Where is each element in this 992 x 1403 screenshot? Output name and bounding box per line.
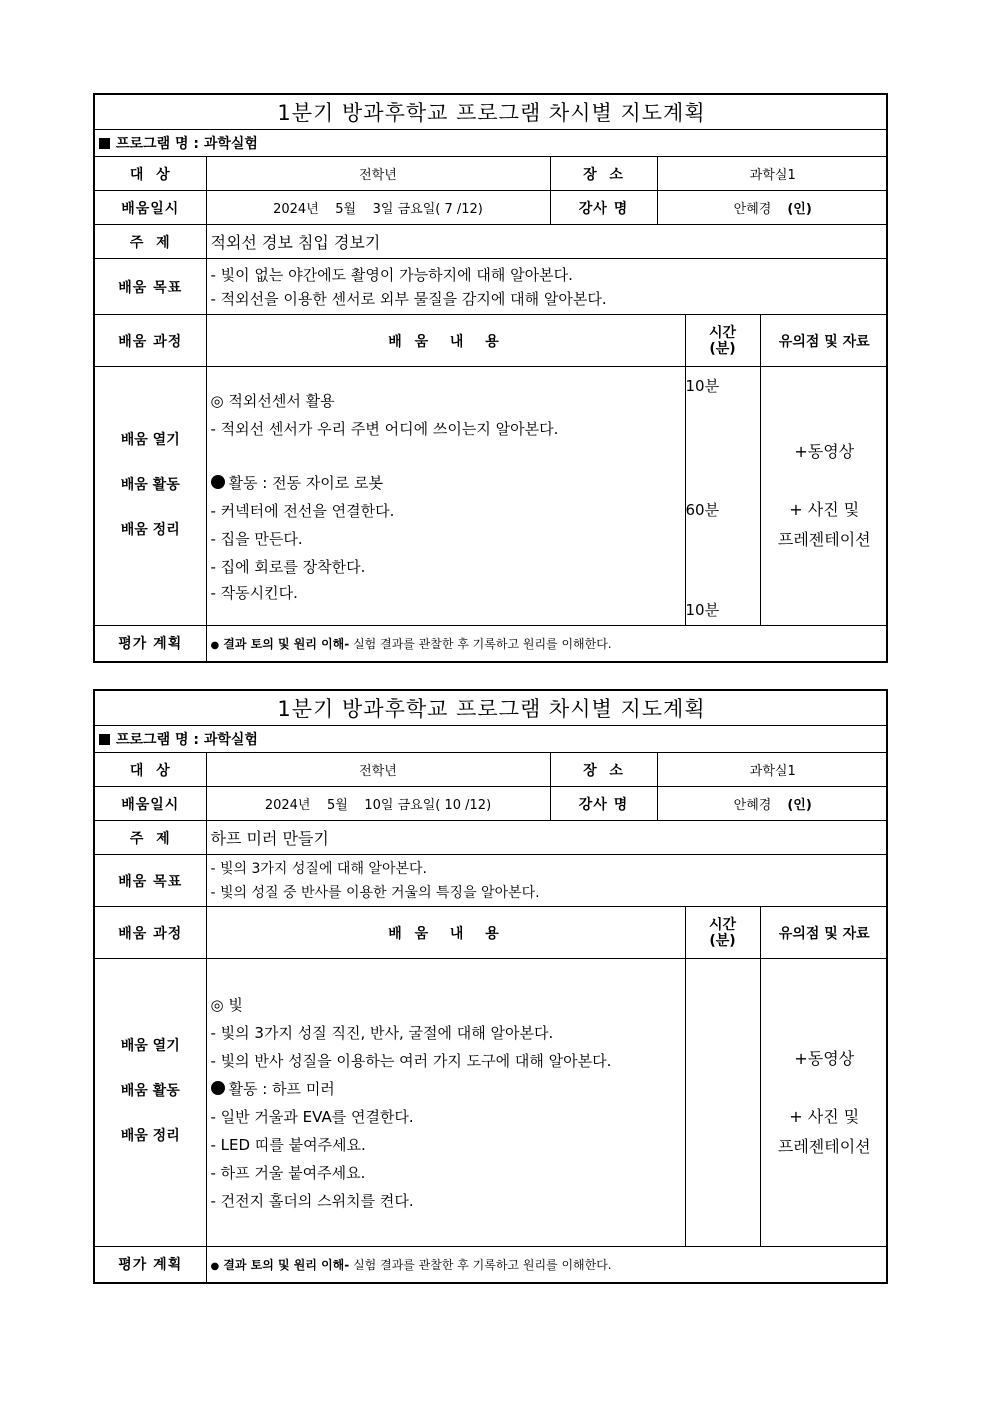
place-value: 과학실1	[657, 157, 888, 191]
content-line: - 하프 거울 붙여주세요.	[210, 1163, 366, 1182]
square-bullet-icon	[99, 734, 110, 745]
time-header-line2: (분)	[709, 340, 736, 357]
time-value: 60분	[685, 501, 720, 519]
activity-heading	[211, 469, 681, 497]
content-line: - 집에 회로를 장착한다.	[210, 558, 366, 576]
eval-label: 평가 계획	[95, 1247, 206, 1282]
date-label: 배움일시	[95, 191, 206, 225]
stage-label: 배움 정리	[120, 521, 180, 538]
material-item: 프레젠테이션	[777, 1136, 871, 1156]
materials-header: 유의점 및 자료	[760, 315, 888, 367]
place-label: 장 소	[550, 753, 657, 787]
materials-header: 유의점 및 자료	[760, 907, 888, 959]
stage-label: 배움 활동	[120, 476, 180, 493]
content-header: 배 움 내 용	[206, 907, 685, 959]
time-header	[685, 315, 760, 367]
teacher-name: 안혜경	[733, 202, 772, 217]
goal-line: - 빛의 성질 중 반사를 이용한 거울의 특징을 알아본다.	[210, 884, 540, 901]
times-cell	[685, 959, 760, 1247]
target-label: 대 상	[95, 753, 206, 787]
goals-cell	[206, 855, 888, 907]
eval-cell	[206, 626, 888, 661]
goal-label: 배움 목표	[95, 855, 206, 907]
content-heading: ◎ 적외선센서 활용	[210, 392, 335, 410]
content-line: - 일반 거울과 EVA를 연결한다.	[210, 1107, 414, 1126]
lesson-plan-2	[93, 689, 888, 1284]
content-line: - LED 띠를 붙여주세요.	[210, 1135, 366, 1154]
eval-text: 실험 결과를 관찰한 후 기록하고 원리를 이해한다.	[349, 636, 612, 651]
place-label: 장 소	[550, 157, 657, 191]
stage-label: 배움 정리	[120, 1128, 180, 1144]
topic-value: 하프 미러 만들기	[206, 821, 888, 855]
plan-title: 1분기 방과후학교 프로그램 차시별 지도계획	[95, 691, 888, 726]
content-header: 배 움 내 용	[206, 315, 685, 367]
content-line: - 건전지 홀더의 스위치를 켠다.	[210, 1191, 414, 1210]
program-name-text: 프로그램 명 : 과학실험	[116, 732, 258, 748]
program-name-text: 프로그램 명 : 과학실험	[116, 136, 258, 152]
material-item: + 사진 및	[789, 1106, 860, 1126]
lesson-plan-1	[93, 93, 888, 663]
time-header-line1: 시간	[708, 916, 737, 933]
stage-label: 배움 열기	[120, 431, 180, 448]
process-label: 배움 과정	[95, 315, 206, 367]
teacher-value	[657, 191, 888, 225]
content-cell	[206, 959, 685, 1247]
program-name	[95, 726, 888, 753]
target-value: 전학년	[206, 753, 550, 787]
topic-label: 주 제	[95, 821, 206, 855]
seal-mark: (인)	[787, 798, 812, 813]
bullet-dot-icon: ●	[210, 639, 220, 651]
activity-heading-text: 활동 : 전동 자이로 로봇	[228, 474, 384, 492]
content-line: - 커넥터에 전선을 연결한다.	[210, 502, 395, 520]
goals-cell	[206, 259, 888, 315]
bullet-dot-icon: ●	[210, 1260, 220, 1272]
time-value: 10분	[685, 377, 720, 395]
topic-label: 주 제	[95, 225, 206, 259]
goal-line: - 빛이 없는 야간에도 촬영이 가능하지에 대해 알아본다.	[210, 265, 573, 284]
eval-bold: 결과 토의 및 원리 이해-	[223, 1257, 350, 1272]
eval-text: 실험 결과를 관찰한 후 기록하고 원리를 이해한다.	[349, 1257, 612, 1272]
content-line: - 집을 만든다.	[210, 530, 303, 548]
materials-cell	[760, 367, 888, 626]
content-heading: ◎ 빛	[210, 995, 243, 1014]
time-header	[685, 907, 760, 959]
stage-label: 배움 활동	[120, 1083, 180, 1099]
content-cell	[206, 367, 685, 626]
activity-heading	[211, 1075, 681, 1103]
seal-mark: (인)	[787, 202, 812, 217]
goal-label: 배움 목표	[95, 259, 206, 315]
bullet-circle-icon	[211, 1081, 225, 1095]
material-item: +동영상	[794, 1048, 855, 1068]
eval-cell	[206, 1247, 888, 1282]
program-name	[95, 130, 888, 157]
materials-cell	[760, 959, 888, 1247]
target-value: 전학년	[206, 157, 550, 191]
content-line: - 빛의 3가지 성질 직진, 반사, 굴절에 대해 알아본다.	[210, 1023, 554, 1042]
material-item: + 사진 및	[789, 500, 860, 519]
time-value: 10분	[685, 601, 720, 619]
material-item: 프레젠테이션	[777, 530, 871, 549]
place-value: 과학실1	[657, 753, 888, 787]
teacher-label: 강사 명	[550, 191, 657, 225]
goal-line: - 적외선을 이용한 센서로 외부 물질을 감지에 대해 알아본다.	[210, 289, 607, 308]
date-value: 2024년 5월 10일 금요일( 10 /12)	[206, 787, 550, 821]
time-header-line1: 시간	[708, 324, 737, 341]
target-label: 대 상	[95, 157, 206, 191]
time-header-line2: (분)	[709, 932, 736, 949]
bullet-circle-icon	[211, 475, 225, 489]
eval-label: 평가 계획	[95, 626, 206, 661]
square-bullet-icon	[99, 138, 110, 149]
times-cell	[685, 367, 760, 626]
material-item: +동영상	[794, 442, 855, 461]
plan-title: 1분기 방과후학교 프로그램 차시별 지도계획	[95, 95, 888, 130]
stages-cell	[95, 367, 206, 626]
activity-heading-text: 활동 : 하프 미러	[228, 1079, 335, 1098]
teacher-name: 안혜경	[733, 798, 772, 813]
content-line: - 작동시킨다.	[210, 584, 298, 602]
topic-value: 적외선 경보 침입 경보기	[206, 225, 888, 259]
content-line: - 적외선 센서가 우리 주변 어디에 쓰이는지 알아본다.	[210, 420, 559, 438]
date-value: 2024년 5월 3일 금요일( 7 /12)	[206, 191, 550, 225]
process-label: 배움 과정	[95, 907, 206, 959]
teacher-value	[657, 787, 888, 821]
teacher-label: 강사 명	[550, 787, 657, 821]
stages-cell	[95, 959, 206, 1247]
date-label: 배움일시	[95, 787, 206, 821]
goal-line: - 빛의 3가지 성질에 대해 알아본다.	[210, 860, 427, 877]
eval-bold: 결과 토의 및 원리 이해-	[223, 636, 350, 651]
content-line: - 빛의 반사 성질을 이용하는 여러 가지 도구에 대해 알아본다.	[210, 1051, 612, 1070]
stage-label: 배움 열기	[120, 1038, 180, 1054]
